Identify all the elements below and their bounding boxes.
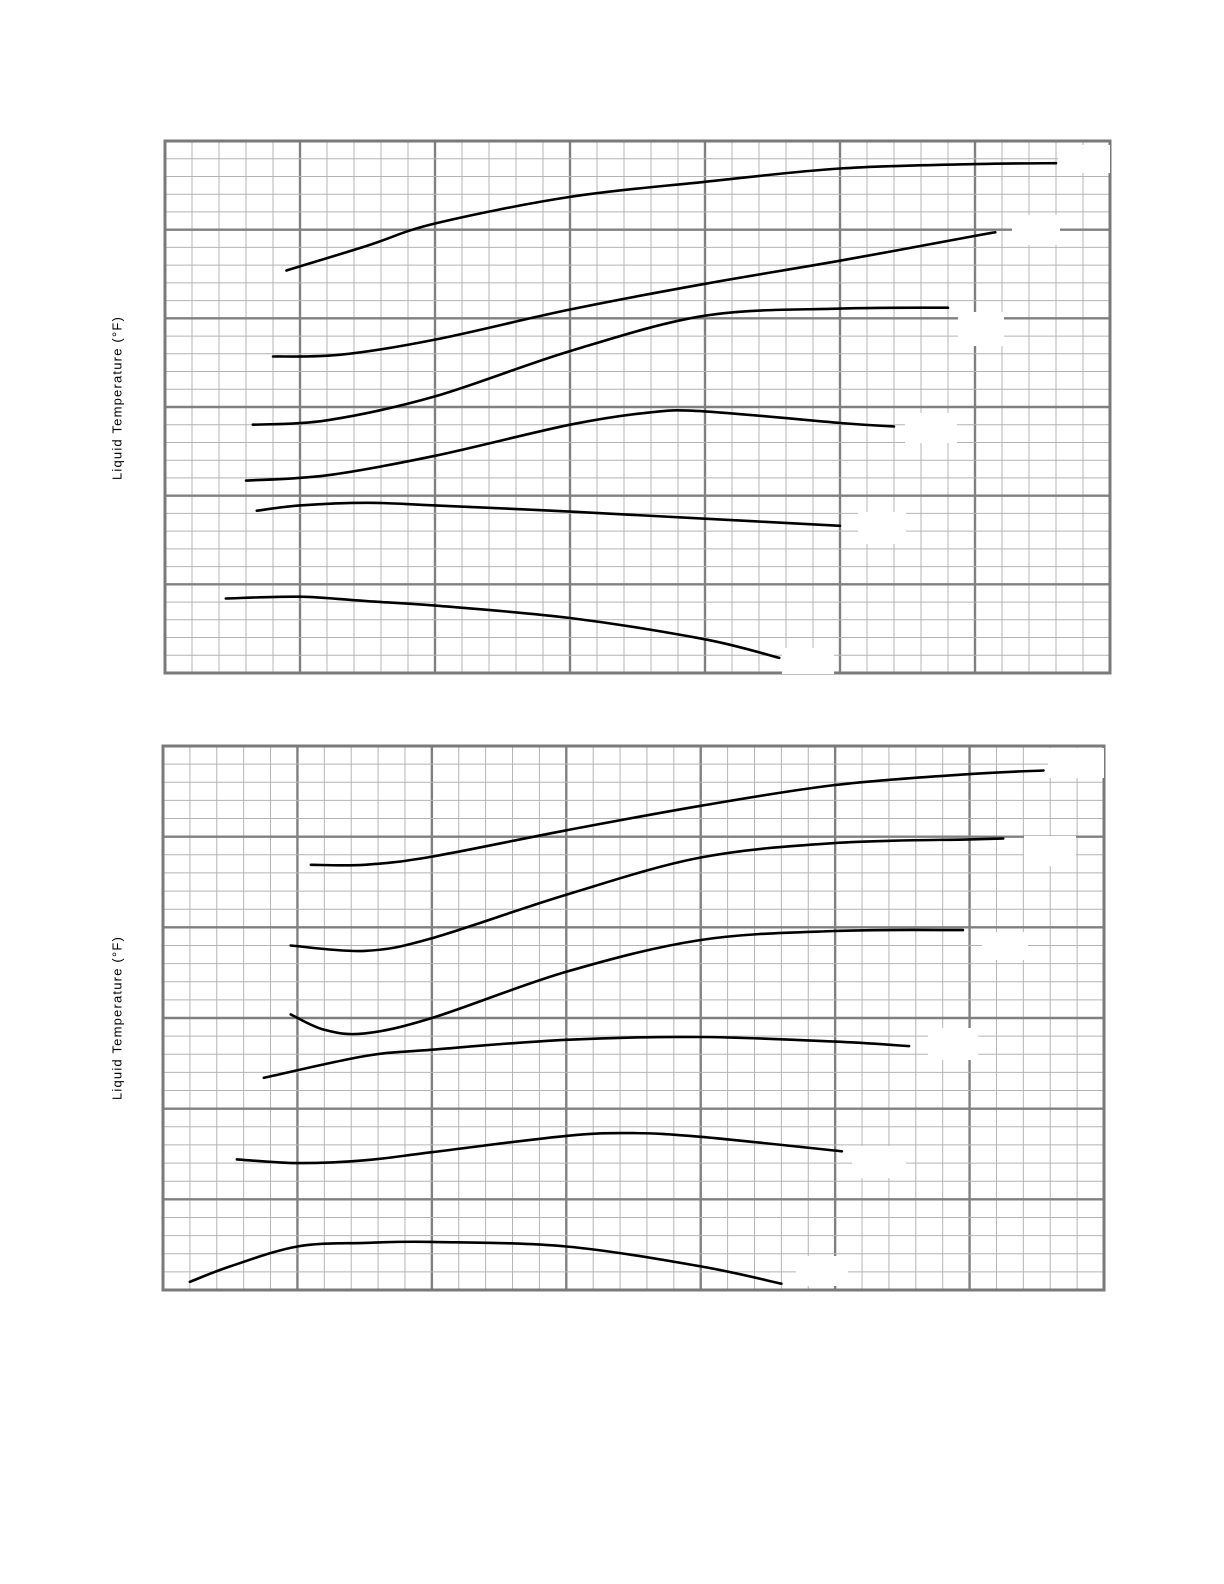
blank-label-patch bbox=[796, 1256, 848, 1286]
y-axis-label: Liquid Temperature (°F) bbox=[109, 315, 125, 481]
blank-label-patch bbox=[928, 1028, 978, 1060]
blank-label-patch bbox=[958, 312, 1004, 346]
gridlines bbox=[165, 141, 1110, 673]
y-axis-label: Liquid Temperature (°F) bbox=[109, 935, 125, 1101]
blank-label-patch bbox=[1024, 836, 1076, 866]
gridlines bbox=[163, 746, 1104, 1290]
series-line-4 bbox=[264, 1037, 909, 1078]
blank-label-patch bbox=[1058, 145, 1110, 173]
blank-label-patch bbox=[905, 413, 957, 443]
chart-1 bbox=[163, 746, 1104, 1290]
blank-label-patch bbox=[1012, 215, 1060, 245]
blank-label-patch bbox=[1048, 748, 1104, 778]
series-line-1 bbox=[311, 771, 1044, 866]
blank-label-patch bbox=[782, 648, 834, 674]
blank-label-patch bbox=[852, 1146, 906, 1178]
chart-0 bbox=[165, 141, 1110, 674]
series-line-5 bbox=[257, 503, 840, 526]
series-line-6 bbox=[226, 597, 780, 658]
series-line-1 bbox=[287, 163, 1057, 270]
blank-label-patch bbox=[982, 932, 1028, 960]
blank-label-patch bbox=[858, 512, 906, 544]
